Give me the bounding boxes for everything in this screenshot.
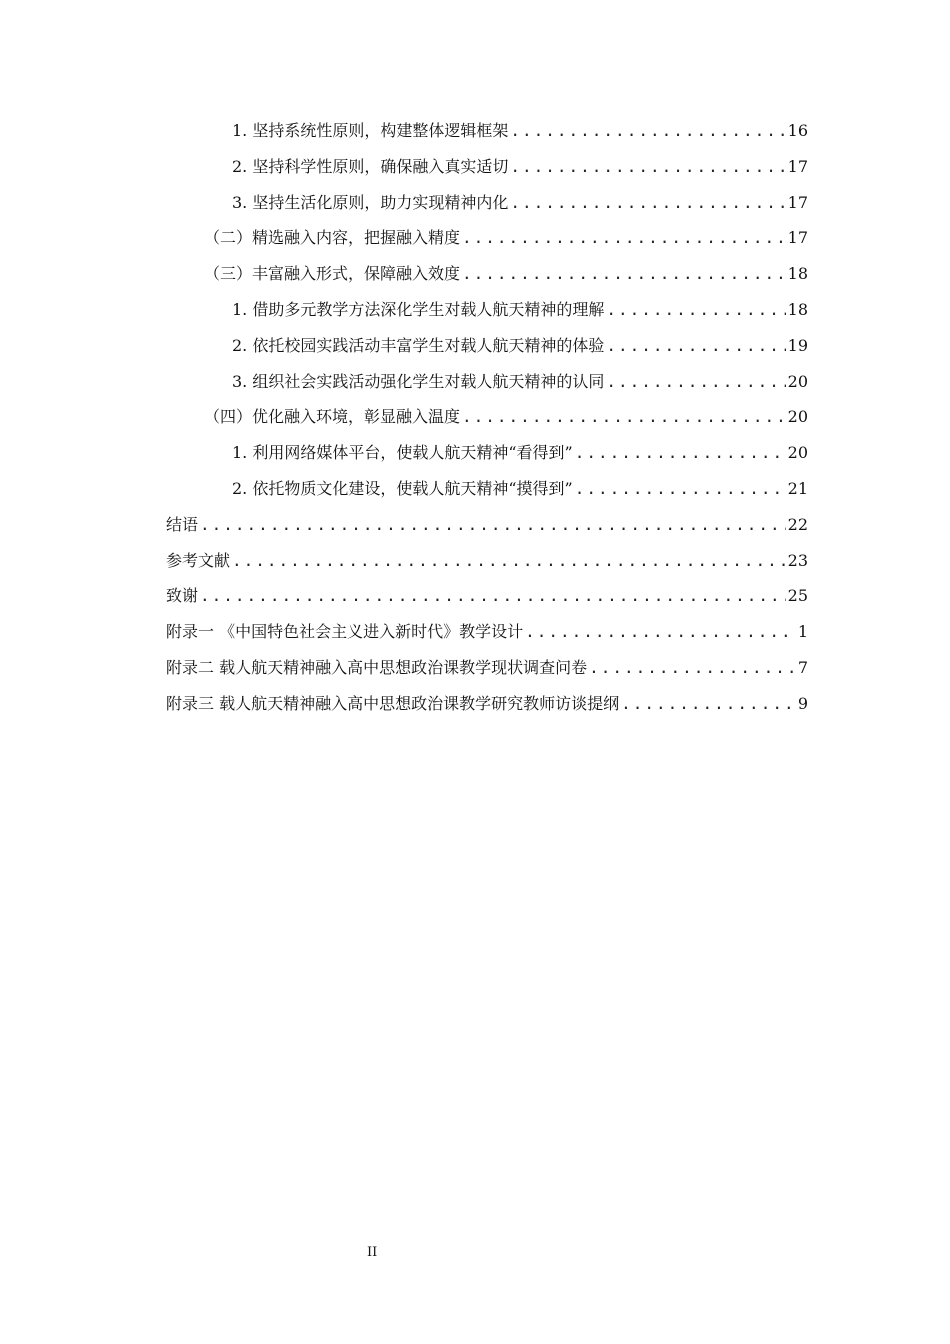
toc-entry[interactable] <box>166 578 808 614</box>
toc-entry-page: 19 <box>787 335 808 355</box>
toc-entry[interactable] <box>166 113 808 149</box>
toc-entry-page: 17 <box>787 228 808 248</box>
toc-entry[interactable] <box>166 650 808 686</box>
toc-entry[interactable] <box>166 614 808 650</box>
table-of-contents <box>166 113 808 722</box>
toc-entry-title: 2. 依托物质文化建设，使载人航天精神“摸得到” <box>232 478 573 498</box>
toc-entry[interactable] <box>166 185 808 221</box>
toc-entry-page: 21 <box>787 478 808 498</box>
dot-leader <box>462 256 786 292</box>
toc-entry-page: 20 <box>787 443 808 463</box>
dot-leader <box>621 686 796 722</box>
toc-entry-page: 1 <box>797 622 808 642</box>
toc-entry-title: 1. 借助多元教学方法深化学生对载人航天精神的理解 <box>232 299 605 319</box>
toc-entry-title: 致谢 <box>166 586 199 606</box>
toc-entry-title: 3. 坚持生活化原则，助力实现精神内化 <box>232 192 509 212</box>
toc-entry-page: 17 <box>787 156 808 176</box>
dot-leader <box>589 650 796 686</box>
dot-leader <box>462 220 786 256</box>
dot-leader <box>575 471 786 507</box>
toc-entry-title: 附录一 《中国特色社会主义进入新时代》教学设计 <box>166 622 524 642</box>
toc-entry-page: 9 <box>797 693 808 713</box>
toc-entry-title: （三）丰富融入形式，保障融入效度 <box>204 264 461 284</box>
toc-entry-title: （二）精选融入内容，把握融入精度 <box>204 228 461 248</box>
toc-entry-title: 1. 坚持系统性原则，构建整体逻辑框架 <box>232 121 509 140</box>
toc-entry-page: 22 <box>787 514 808 534</box>
toc-entry[interactable] <box>166 364 808 400</box>
toc-entry-page: 17 <box>787 192 808 212</box>
toc-entry-title: 2. 坚持科学性原则，确保融入真实适切 <box>232 156 509 176</box>
toc-entry[interactable] <box>166 686 808 722</box>
toc-entry-title: 2. 依托校园实践活动丰富学生对载人航天精神的体验 <box>232 335 605 355</box>
dot-leader <box>462 399 786 435</box>
dot-leader <box>525 614 796 650</box>
toc-entry-page: 18 <box>787 299 808 319</box>
toc-entry-title: 3. 组织社会实践活动强化学生对载人航天精神的认同 <box>232 371 605 391</box>
toc-entry[interactable] <box>166 507 808 543</box>
toc-entry-page: 7 <box>797 657 808 677</box>
dot-leader <box>606 364 785 400</box>
toc-entry-page: 20 <box>787 407 808 427</box>
toc-entry-page: 25 <box>787 586 808 606</box>
toc-entry-title: 附录三 载人航天精神融入高中思想政治课教学研究教师访谈提纲 <box>166 693 620 713</box>
toc-entry-page: 18 <box>787 264 808 284</box>
page-number: II <box>367 1245 378 1260</box>
dot-leader <box>606 292 785 328</box>
dot-leader <box>200 507 786 543</box>
dot-leader <box>232 543 786 579</box>
toc-entry-title: 附录二 载人航天精神融入高中思想政治课教学现状调查问卷 <box>166 657 588 677</box>
toc-entry[interactable] <box>166 292 808 328</box>
toc-entry[interactable] <box>166 220 808 256</box>
toc-entry[interactable] <box>166 256 808 292</box>
toc-entry[interactable] <box>166 435 808 471</box>
toc-entry-title: （四）优化融入环境，彰显融入温度 <box>204 407 461 427</box>
toc-entry-title: 参考文献 <box>166 550 231 570</box>
dot-leader <box>510 113 785 149</box>
dot-leader <box>200 578 786 614</box>
dot-leader <box>575 435 786 471</box>
dot-leader <box>510 185 785 221</box>
toc-entry-title: 结语 <box>166 514 199 534</box>
toc-entry[interactable] <box>166 399 808 435</box>
toc-entry-title: 1. 利用网络媒体平台，使载人航天精神“看得到” <box>232 443 573 463</box>
dot-leader <box>606 328 785 364</box>
toc-entry-page: 16 <box>787 121 808 140</box>
toc-entry[interactable] <box>166 328 808 364</box>
toc-entry-page: 23 <box>787 550 808 570</box>
dot-leader <box>510 149 785 185</box>
toc-entry[interactable] <box>166 149 808 185</box>
toc-entry[interactable] <box>166 543 808 579</box>
toc-entry-page: 20 <box>787 371 808 391</box>
toc-entry[interactable] <box>166 471 808 507</box>
